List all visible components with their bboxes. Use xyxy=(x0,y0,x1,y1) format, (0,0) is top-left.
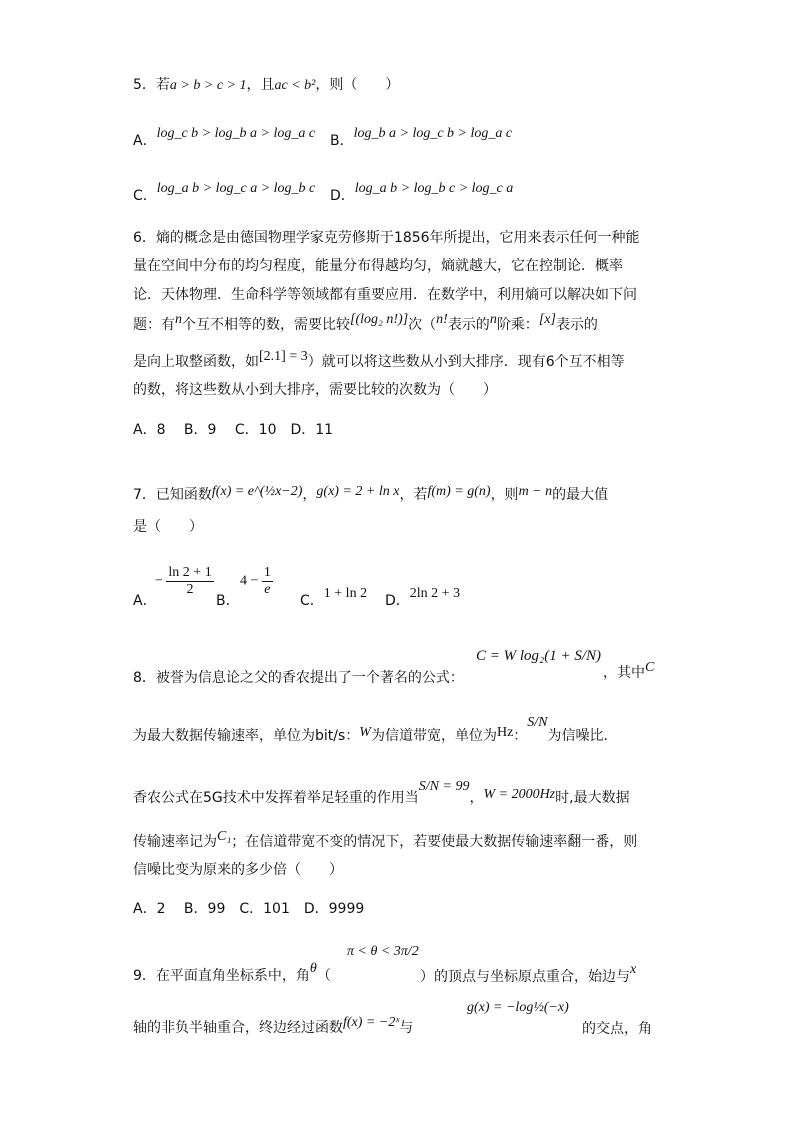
q8-line-5: 信噪比变为原来的多少倍（ ） xyxy=(133,862,343,878)
text: 题：有 xyxy=(133,317,175,333)
q8-line-4 xyxy=(133,829,638,853)
text: （ xyxy=(316,968,331,984)
q9-range: π < θ < 3π/2 xyxy=(347,944,419,959)
denominator: 2 xyxy=(186,582,194,597)
math-ceil: [x] xyxy=(538,312,556,327)
q5-condition-1: a > b > c > 1 xyxy=(169,78,247,93)
math-x: x xyxy=(630,962,637,977)
text: ，其中 xyxy=(603,665,645,681)
math-w-eq: W = 2000Hz xyxy=(483,787,556,802)
math-sn: S/N xyxy=(527,715,548,730)
q9-line-1-tail xyxy=(420,962,637,986)
math-expr: m − n xyxy=(518,484,553,499)
math-cond: f(m) = g(n) xyxy=(427,484,491,499)
text: 9．在平面直角坐标系中，角 xyxy=(133,968,310,984)
q7-option-a xyxy=(133,562,157,609)
math-f: f(x) = e^(½x−2) xyxy=(211,484,303,499)
text: ，则 xyxy=(490,487,519,503)
text: 传输速率记为 xyxy=(133,834,217,850)
math-formula: [(log₂ n!)] xyxy=(350,312,409,327)
text: ， xyxy=(302,487,317,503)
text: 表示的 xyxy=(447,317,490,333)
text: ： xyxy=(513,728,528,744)
text: 香农公式在5G技术中发挥着举足轻重的作用当 xyxy=(133,790,419,806)
numerator: 1 xyxy=(263,565,271,580)
q6-line-6: 的数，将这些数从小到大排序，需要比较的次数为（ ） xyxy=(133,382,497,398)
q9-g-def: g(x) = −log½(−x) xyxy=(467,1000,569,1015)
q7-option-c xyxy=(300,586,368,610)
q5-option-b xyxy=(330,126,513,150)
q9-line-2 xyxy=(133,1015,414,1039)
q9-line-1 xyxy=(133,961,331,987)
math-theta: θ xyxy=(309,961,317,976)
q5-option-d xyxy=(330,181,514,205)
math-factorial: n! xyxy=(436,312,448,327)
option-label: A． xyxy=(133,133,157,149)
text: 是向上取整函数，如 xyxy=(133,354,259,370)
option-label: C． xyxy=(133,188,157,204)
math-c1: C₁ xyxy=(217,829,232,844)
q5-stem xyxy=(133,75,399,96)
text: ）的顶点与坐标原点重合，始边与 xyxy=(420,969,630,985)
q6-line-1: 6．熵的概念是由德国物理学家克劳修斯于1856年所提出，它用来表示任何一种能 xyxy=(133,230,640,246)
q5-option-b-expr: log_b a > log_c b > log_a c xyxy=(353,126,513,141)
q7-option-d xyxy=(385,586,461,610)
q7-option-d-expr: 2ln 2 + 3 xyxy=(409,586,461,601)
text: 为信噪比. xyxy=(547,728,608,744)
math-example: [2.1] = 3 xyxy=(259,349,308,364)
q6-line-3: 论．天体物理．生命科学等领域都有重要应用．在数学中，利用熵可以解决如下问 xyxy=(133,287,637,303)
math-sn-eq: S/N = 99 xyxy=(418,779,470,794)
option-label: A． xyxy=(133,593,157,609)
math-n: n xyxy=(489,312,497,327)
text: ， xyxy=(469,790,484,806)
q7-option-c-expr: 1 + ln 2 xyxy=(323,586,368,601)
q8-line-2 xyxy=(133,715,608,747)
q5-option-c xyxy=(133,181,316,205)
q8-line-1 xyxy=(133,668,464,688)
option-label: B． xyxy=(330,133,354,149)
math-n: n xyxy=(175,312,182,327)
text: 为信道带宽，单位为 xyxy=(370,728,497,744)
sign: − xyxy=(155,573,163,589)
q6-line-5 xyxy=(133,349,625,373)
option-label: D． xyxy=(385,593,410,609)
text: 的最大值 xyxy=(552,487,609,503)
text: ，若 xyxy=(399,487,428,503)
q8-line-3 xyxy=(133,779,630,809)
math-g: g(x) = 2 + ln x xyxy=(316,484,400,499)
q6-line-2: 量在空间中分布的均匀程度，能量分布得越均匀，熵就越大，它在控制论．概率 xyxy=(133,258,623,274)
q6-options: A．8 B．9 C．10 D．11 xyxy=(133,422,334,438)
text: ）就可以将这些数从小到大排序．现有6个互不相等 xyxy=(307,354,625,370)
text: 次（ xyxy=(408,317,437,333)
q7-option-a-expr xyxy=(155,565,214,598)
numerator: ln 2 + 1 xyxy=(168,565,212,580)
q9-line-2-tail: 的交点，角 xyxy=(582,1021,652,1037)
text: 阶乘： xyxy=(496,317,539,333)
math-c: C xyxy=(645,660,655,675)
q6-line-4 xyxy=(133,312,598,336)
text: 时,最大数据 xyxy=(555,790,630,806)
math-w: W xyxy=(359,725,371,740)
q7-option-b: B． xyxy=(216,593,240,609)
q5-option-d-expr: log_a b > log_b c > log_c a xyxy=(354,181,514,196)
text: 表示的 xyxy=(555,317,598,333)
q5-stem-text: ，则（ ） xyxy=(315,77,400,93)
q7-line-2: 是（ ） xyxy=(133,519,203,535)
denominator: e xyxy=(264,582,271,597)
q5-option-c-expr: log_a b > log_c a > log_b c xyxy=(156,181,316,196)
text: 与 xyxy=(399,1020,414,1036)
q7-stem xyxy=(133,485,608,506)
q5-option-a xyxy=(133,126,316,150)
q8-line-1-tail xyxy=(603,662,654,682)
text: 7．已知函数 xyxy=(133,487,212,503)
q5-condition-2: ac < b² xyxy=(274,78,316,93)
text: 个互不相等的数，需要比较 xyxy=(182,317,350,333)
text: 8．被誉为信息论之父的香农提出了一个著名的公式： xyxy=(133,670,464,686)
math-hz: Hz xyxy=(496,725,514,740)
q5-stem-text: ，且 xyxy=(246,77,275,93)
q5-option-a-expr: log_c b > log_b a > log_a c xyxy=(156,126,316,141)
q5-stem-text: 5．若 xyxy=(133,77,170,93)
q8-options: A．2 B．99 C．101 D．9999 xyxy=(133,901,365,917)
math-f: f(x) = −2ˣ xyxy=(343,1015,400,1030)
option-label: C． xyxy=(300,593,324,609)
option-label: D． xyxy=(330,188,355,204)
text: 为最大数据传输速率，单位为bit/s： xyxy=(133,728,360,744)
text: ；在信道带宽不变的情况下，若要使最大数据传输速率翻一番，则 xyxy=(231,834,638,850)
integer-part: 4 − xyxy=(240,573,259,589)
q8-shannon-formula: C = W log₂(1 + S/N) xyxy=(476,648,602,664)
text: 轴的非负半轴重合，终边经过函数 xyxy=(133,1020,343,1036)
q7-option-b-expr xyxy=(240,565,273,598)
